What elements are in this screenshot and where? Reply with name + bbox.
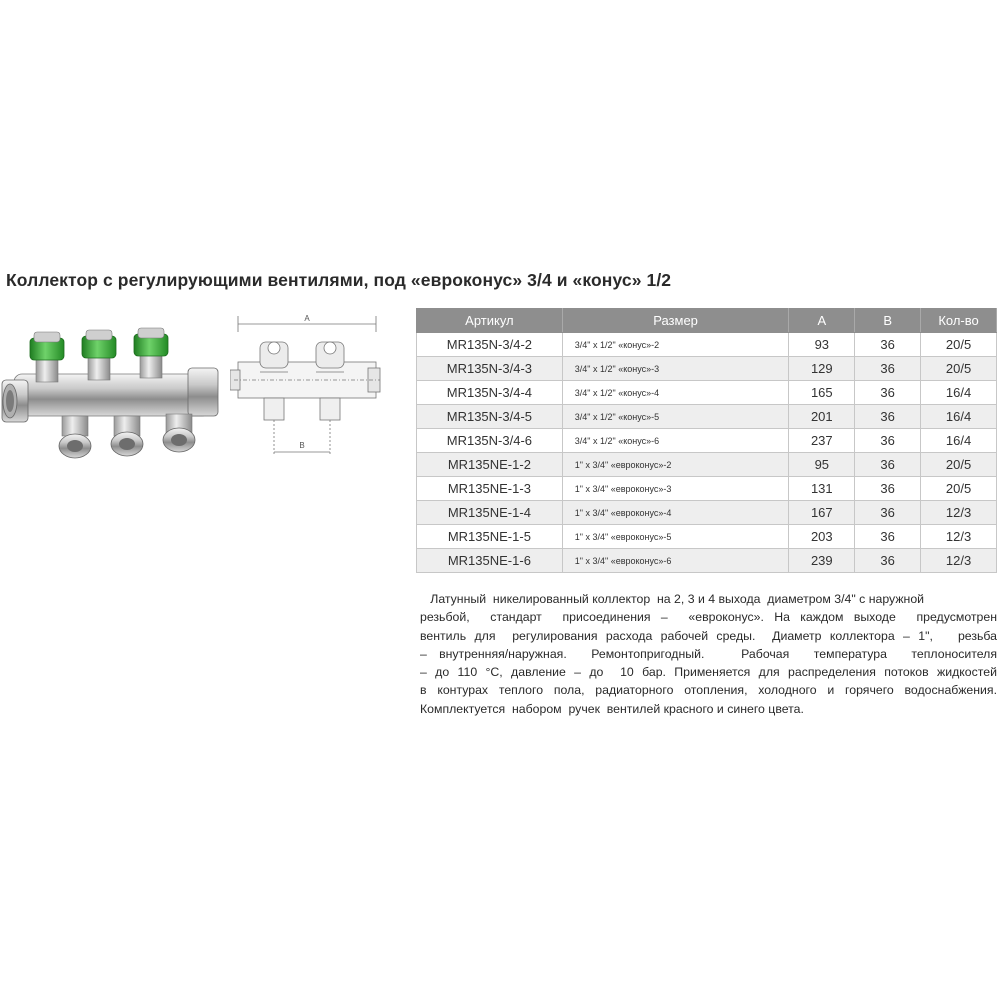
cell-b: 36 (855, 525, 921, 549)
cell-size: 3/4" x 1/2" «конус»-2 (562, 333, 789, 357)
cell-article: MR135N-3/4-4 (417, 381, 563, 405)
cell-b: 36 (855, 501, 921, 525)
cell-b: 36 (855, 381, 921, 405)
header-article: Артикул (417, 309, 563, 333)
cell-qty: 16/4 (921, 381, 997, 405)
cell-b: 36 (855, 549, 921, 573)
cell-article: MR135NE-1-4 (417, 501, 563, 525)
table-row (417, 405, 997, 429)
cell-size: 1" x 3/4" «евроконус»-6 (562, 549, 789, 573)
cell-b: 36 (855, 333, 921, 357)
cell-b: 36 (855, 357, 921, 381)
product-title: Коллектор с регулирующими вентилями, под «евроконус» 3/4 и «конус» 1/2 (6, 270, 672, 290)
description-line: – внутренняя/наружная. Ремонтопригодный. Рабочая температура теплоносителя (420, 646, 997, 661)
cell-size: 3/4" x 1/2" «конус»-4 (562, 381, 789, 405)
cell-article: MR135N-3/4-2 (417, 333, 563, 357)
cell-qty: 12/3 (921, 525, 997, 549)
cell-b: 36 (855, 405, 921, 429)
cell-size: 3/4" x 1/2" «конус»-3 (562, 357, 789, 381)
cell-size: 1" x 3/4" «евроконус»-2 (562, 453, 789, 477)
spec-table (416, 308, 997, 573)
header-qty: Кол-во (921, 309, 997, 333)
table-row (417, 429, 997, 453)
header-a: A (789, 309, 855, 333)
cell-article: MR135N-3/4-5 (417, 405, 563, 429)
cell-b: 36 (855, 453, 921, 477)
cell-b: 36 (855, 429, 921, 453)
table-row (417, 381, 997, 405)
cell-article: MR135NE-1-5 (417, 525, 563, 549)
cell-qty: 12/3 (921, 501, 997, 525)
cell-qty: 20/5 (921, 333, 997, 357)
dimension-a-label: A (304, 314, 310, 323)
header-size: Размер (562, 309, 789, 333)
cell-size: 3/4" x 1/2" «конус»-5 (562, 405, 789, 429)
cell-qty: 20/5 (921, 453, 997, 477)
cell-a: 131 (789, 477, 855, 501)
table-row (417, 333, 997, 357)
cell-a: 129 (789, 357, 855, 381)
cell-a: 237 (789, 429, 855, 453)
cell-a: 167 (789, 501, 855, 525)
manifold-photo (0, 318, 225, 478)
cell-qty: 12/3 (921, 549, 997, 573)
description-line: Латунный никелированный коллектор на 2, 3 и 4 выхода диаметром 3/4" с наружной (420, 592, 925, 606)
cell-size: 1" x 3/4" «евроконус»-4 (562, 501, 789, 525)
description-line: резьбой, стандарт присоединения – «евроконус». На каждом выходе предусмотрен (420, 610, 997, 625)
table-header-row (417, 309, 997, 333)
cell-article: MR135NE-1-3 (417, 477, 563, 501)
cell-qty: 20/5 (921, 357, 997, 381)
table-row (417, 477, 997, 501)
product-description (420, 590, 997, 718)
cell-size: 3/4" x 1/2" «конус»-6 (562, 429, 789, 453)
description-line: вентиль для регулирования расхода рабочей среды. Диаметр коллектора – 1", резьба (420, 628, 997, 643)
cell-article: MR135NE-1-6 (417, 549, 563, 573)
cell-qty: 16/4 (921, 405, 997, 429)
cell-b: 36 (855, 477, 921, 501)
cell-article: MR135NE-1-2 (417, 453, 563, 477)
table-row (417, 549, 997, 573)
description-line: Комплектуется набором ручек вентилей красного и синего цвета. (420, 701, 804, 716)
cell-article: MR135N-3/4-6 (417, 429, 563, 453)
cell-qty: 16/4 (921, 429, 997, 453)
cell-size: 1" x 3/4" «евроконус»-5 (562, 525, 789, 549)
table-row (417, 525, 997, 549)
table-row (417, 501, 997, 525)
cell-size: 1" x 3/4" «евроконус»-3 (562, 477, 789, 501)
cell-a: 239 (789, 549, 855, 573)
dimension-drawing (230, 312, 382, 460)
cell-a: 201 (789, 405, 855, 429)
cell-a: 165 (789, 381, 855, 405)
cell-a: 95 (789, 453, 855, 477)
cell-a: 203 (789, 525, 855, 549)
cell-qty: 20/5 (921, 477, 997, 501)
table-row (417, 357, 997, 381)
dimension-b-label: B (299, 441, 305, 450)
header-b: B (855, 309, 921, 333)
cell-article: MR135N-3/4-3 (417, 357, 563, 381)
table-row (417, 453, 997, 477)
description-line: – до 110 °С, давление – до 10 бар. Применяется для распределения потоков жидкостей (420, 665, 997, 680)
cell-a: 93 (789, 333, 855, 357)
description-line: в контурах теплого пола, радиаторного отопления, холодного и горячего водоснабжения. (420, 683, 997, 698)
